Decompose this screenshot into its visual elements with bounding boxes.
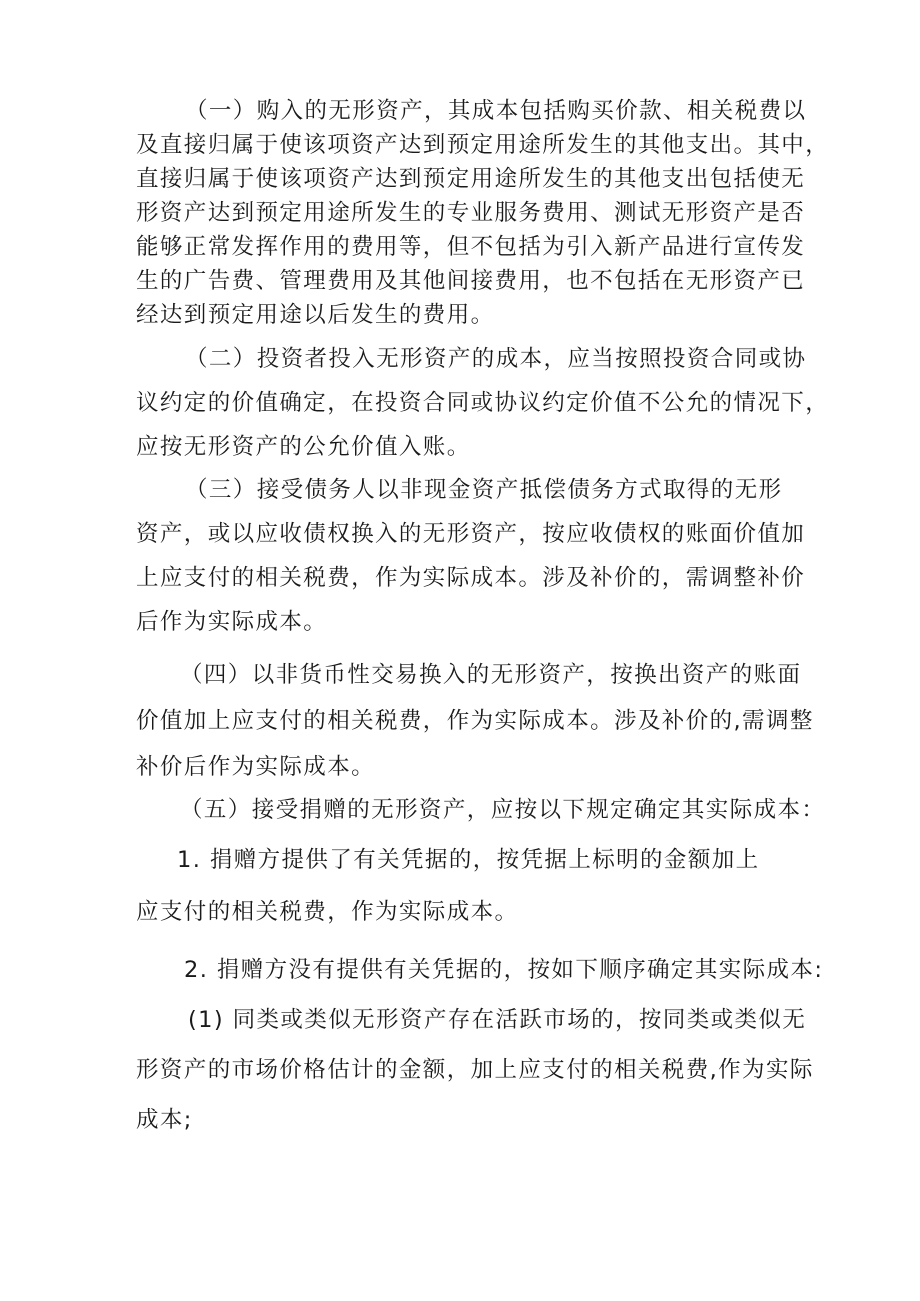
paragraph-line: 后作为实际成本。: [136, 609, 328, 635]
paragraph-line: 议约定的价值确定，在投资合同或协议约定价值不公允的情况下，: [136, 390, 830, 416]
paragraph-line: 2. 捐赠方没有提供有关凭据的，按如下顺序确定其实际成本:: [184, 957, 824, 983]
paragraph-line: 成本;: [136, 1107, 193, 1133]
paragraph-line: （四）以非货币性交易换入的无形资产，按换出资产的账面: [180, 662, 802, 688]
paragraph-line: 上应支付的相关税费，作为实际成本。涉及补价的，需调整补价: [136, 565, 806, 591]
paragraph-line: 应按无形资产的公允价值入账。: [136, 434, 471, 460]
paragraph-line: 价值加上应支付的相关税费，作为实际成本。涉及补价的,需调整: [136, 708, 814, 734]
paragraph-line: （二）投资者投入无形资产的成本，应当按照投资合同或协: [185, 346, 807, 372]
paragraph-line: 及直接归属于使该项资产达到预定用途所发生的其他支出。其中，: [136, 132, 830, 158]
paragraph-line: (1) 同类或类似无形资产存在活跃市场的，按同类或类似无: [188, 1007, 807, 1033]
paragraph-line: 形资产达到预定用途所发生的专业服务费用、测试无形资产是否: [136, 200, 806, 226]
paragraph-line: 直接归属于使该项资产达到预定用途所发生的其他支出包括使无: [136, 166, 806, 192]
paragraph-line: 能够正常发挥作用的费用等，但不包括为引入新产品进行宣传发: [136, 234, 806, 260]
paragraph-line: （五）接受捐赠的无形资产，应按以下规定确定其实际成本：: [180, 797, 826, 823]
paragraph-line: 经达到预定用途以后发生的费用。: [136, 302, 495, 328]
paragraph-line: （三）接受债务人以非现金资产抵偿债务方式取得的无形: [185, 477, 783, 503]
paragraph-line: 资产，或以应收债权换入的无形资产，按应收债权的账面价值加: [136, 521, 806, 547]
paragraph-line: 应支付的相关税费，作为实际成本。: [136, 899, 519, 925]
paragraph-line: （一）购入的无形资产，其成本包括购买价款、相关税费以: [185, 98, 807, 124]
paragraph-line: 1. 捐赠方提供了有关凭据的，按凭据上标明的金额加上: [177, 847, 760, 873]
paragraph-line: 形资产的市场价格估计的金额，加上应支付的相关税费,作为实际: [136, 1057, 814, 1083]
paragraph-line: 生的广告费、管理费用及其他间接费用，也不包括在无形资产已: [136, 268, 806, 294]
paragraph-line: 补价后作为实际成本。: [136, 754, 376, 780]
